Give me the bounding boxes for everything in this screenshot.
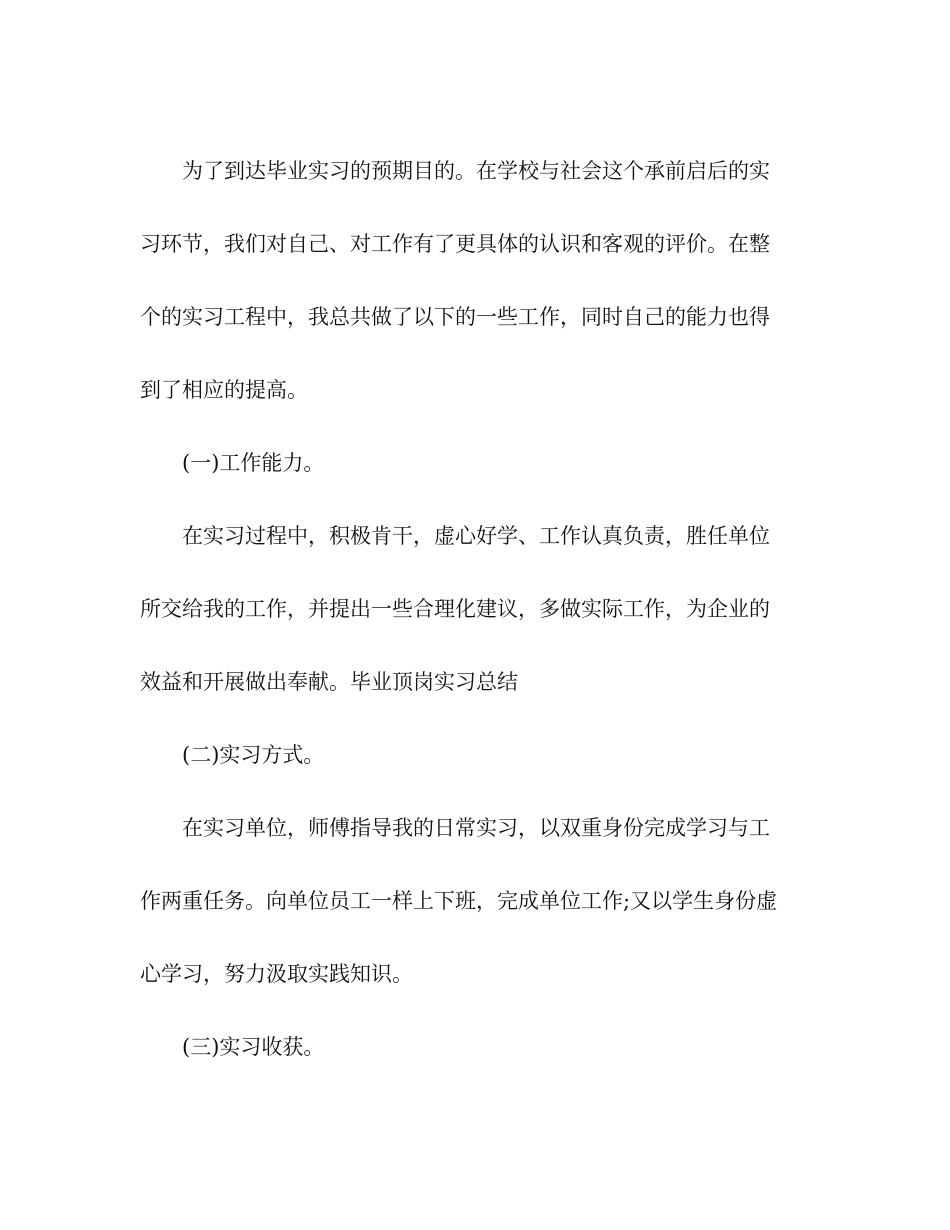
paragraph-work-ability	[140, 500, 810, 719]
text-line: 所交给我的工作，并提出一些合理化建议，多做实际工作，为企业的	[140, 597, 770, 621]
text-line: 在实习单位，师傅指导我的日常实习，以双重身份完成学习与工	[182, 816, 770, 840]
section-heading-work-ability	[140, 427, 810, 500]
text-line: 为了到达毕业实习的预期目的。在学校与社会这个承前启后的实	[182, 159, 770, 183]
section-heading-internship-mode	[140, 719, 810, 792]
document-body	[140, 135, 810, 1084]
text-line: 习环节，我们对自己、对工作有了更具体的认识和客观的评价。在整	[140, 232, 770, 256]
text-line: (二)实习方式。	[182, 743, 325, 767]
paragraph-internship-mode	[140, 792, 810, 1011]
text-line: 到了相应的提高。	[140, 378, 308, 402]
text-line: (一)工作能力。	[182, 451, 325, 475]
text-line: 在实习过程中，积极肯干，虚心好学、工作认真负责，胜任单位	[182, 524, 770, 548]
text-line: 心学习，努力汲取实践知识。	[140, 962, 413, 986]
text-line: 效益和开展做出奉献。毕业顶岗实习总结	[140, 670, 518, 694]
text-line: 个的实习工程中，我总共做了以下的一些工作，同时自己的能力也得	[140, 305, 770, 329]
text-line: (三)实习收获。	[182, 1035, 325, 1059]
paragraph-intro	[140, 135, 810, 427]
text-line: 作两重任务。向单位员工一样上下班，完成单位工作;又以学生身份虚	[140, 889, 778, 913]
section-heading-internship-gains	[140, 1011, 810, 1084]
